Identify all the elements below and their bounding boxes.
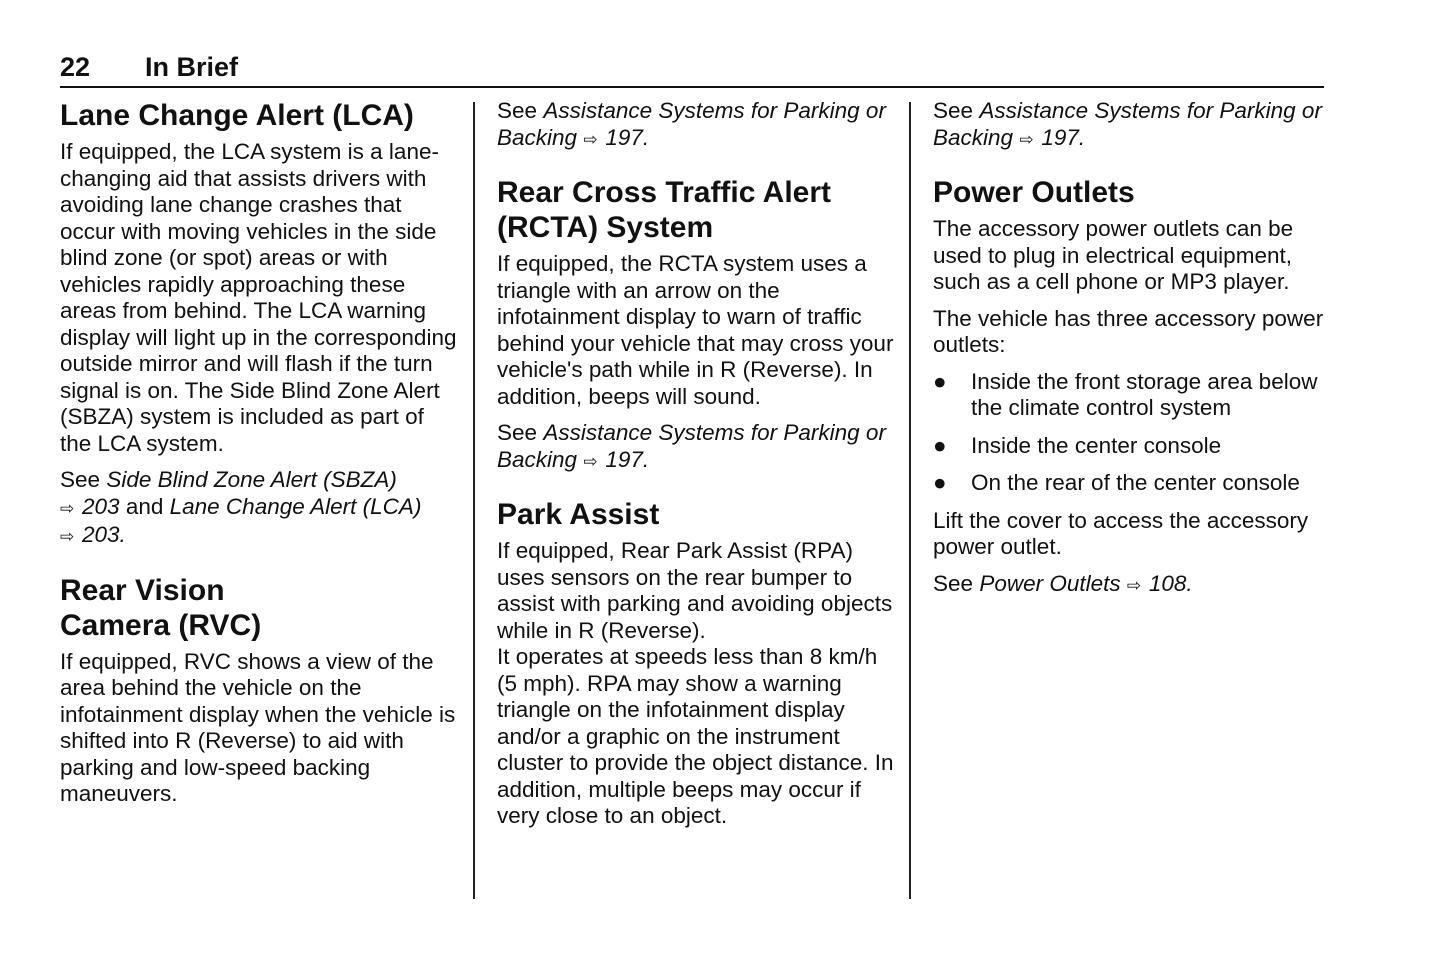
page-header xyxy=(60,52,1324,88)
page-ref[interactable]: 197. xyxy=(1041,124,1086,150)
page-ref-arrow-icon: ⇨ xyxy=(1019,129,1034,149)
outlet-list xyxy=(933,369,1333,497)
page-ref-arrow-icon: ⇨ xyxy=(583,451,598,471)
column-divider xyxy=(909,102,911,899)
page-ref[interactable]: 197. xyxy=(605,446,650,472)
page-ref-arrow-icon: ⇨ xyxy=(60,527,75,546)
column-2 xyxy=(497,98,897,840)
park-assist-body-1: If equipped, Rear Park Assist (RPA) uses sensors on the rear bumper to assist with parking and avoiding objects while in R (Reverse). xyxy=(497,538,893,643)
page-ref-arrow-icon: ⇨ xyxy=(1126,575,1142,595)
see-also: See Assistance Systems for Parking or Backing ⇨ 197. xyxy=(933,98,1333,153)
list-item: ● Inside the front storage area below the climate control system xyxy=(933,368,1318,420)
page-ref-arrow-icon: ⇨ xyxy=(583,129,598,149)
power-body-3: Lift the cover to access the accessory power outlet. xyxy=(933,507,1309,559)
bullet-icon: ● xyxy=(933,432,947,458)
list-item: ● On the rear of the center console xyxy=(933,470,1300,495)
column-3 xyxy=(933,98,1333,609)
section-title: In Brief xyxy=(145,52,239,82)
page-ref-arrow-icon: ⇨ xyxy=(60,498,75,518)
park-assist-body-2: It operates at speeds less than 8 km/h (5 mph). RPA may show a warning triangle on the infotainment display and/or a graphic on the instrument cluster to provide the object distance. In addition, multiple beeps may occur if very close to an object. xyxy=(497,644,894,828)
rcta-see-also: See Assistance Systems for Parking or Backing ⇨ 197. xyxy=(497,420,897,475)
power-see-also: See Power Outlets ⇨ 108. xyxy=(933,571,1333,600)
column-divider xyxy=(473,102,475,899)
ref-link[interactable]: Lane Change Alert (LCA) xyxy=(169,493,422,519)
power-body-2: The vehicle has three accessory power outlets: xyxy=(933,305,1324,357)
list-item: ● Inside the center console xyxy=(933,432,1222,458)
ref-link[interactable]: Assistance Systems for Parking or Backing xyxy=(497,98,886,150)
page-ref[interactable]: 108. xyxy=(1148,570,1193,596)
rcta-heading: Rear Cross Traffic Alert (RCTA) System xyxy=(497,176,832,244)
power-outlets-heading: Power Outlets xyxy=(933,176,1135,209)
lca-heading: Lane Change Alert (LCA) xyxy=(60,99,414,132)
ref-link[interactable]: Power Outlets xyxy=(979,570,1121,596)
column-1 xyxy=(60,98,460,818)
see-also: See Assistance Systems for Parking or Backing ⇨ 197. xyxy=(497,98,897,153)
lca-body: If equipped, the LCA system is a lane-changing aid that assists drivers with avoiding lane change crashes that occur with moving vehicles in the side blind zone (or spot) areas or with vehicles rapidly approaching these areas from behind. The LCA warning display will light up in the corresponding outside mirror and will flash if the turn signal is on. The Side Blind Zone Alert (SBZA) system is included as part of the LCA system. xyxy=(60,139,457,456)
page-ref[interactable]: 197. xyxy=(605,124,650,150)
rvc-body: If equipped, RVC shows a view of the area behind the vehicle on the infotainment display when the vehicle is shifted into R (Reverse) to aid with parking and low-speed backing maneuvers. xyxy=(60,648,456,806)
lca-see-also: See Side Blind Zone Alert (SBZA) ⇨ 203 and Lane Change Alert (LCA) ⇨ 203. xyxy=(60,467,460,551)
page-ref[interactable]: 203 xyxy=(82,493,120,519)
rcta-body: If equipped, the RCTA system uses a triangle with an arrow on the infotainment display to warn of traffic behind your vehicle that may cross your vehicle's path while in R (Reverse). In addition, beeps will sound. xyxy=(497,251,894,409)
ref-link[interactable]: Assistance Systems for Parking or Backing xyxy=(933,98,1322,150)
rvc-heading: Rear Vision Camera (RVC) xyxy=(60,573,262,642)
bullet-icon: ● xyxy=(933,470,947,495)
ref-link[interactable]: Assistance Systems for Parking or Backing xyxy=(497,420,886,472)
page-number: 22 xyxy=(60,52,91,82)
page-ref[interactable]: 203. xyxy=(82,522,126,547)
park-assist-heading: Park Assist xyxy=(497,498,660,531)
power-body-1: The accessory power outlets can be used to plug in electrical equipment, such as a cell phone or MP3 player. xyxy=(933,216,1294,294)
bullet-icon: ● xyxy=(933,368,947,394)
ref-link[interactable]: Side Blind Zone Alert (SBZA) xyxy=(106,467,397,492)
